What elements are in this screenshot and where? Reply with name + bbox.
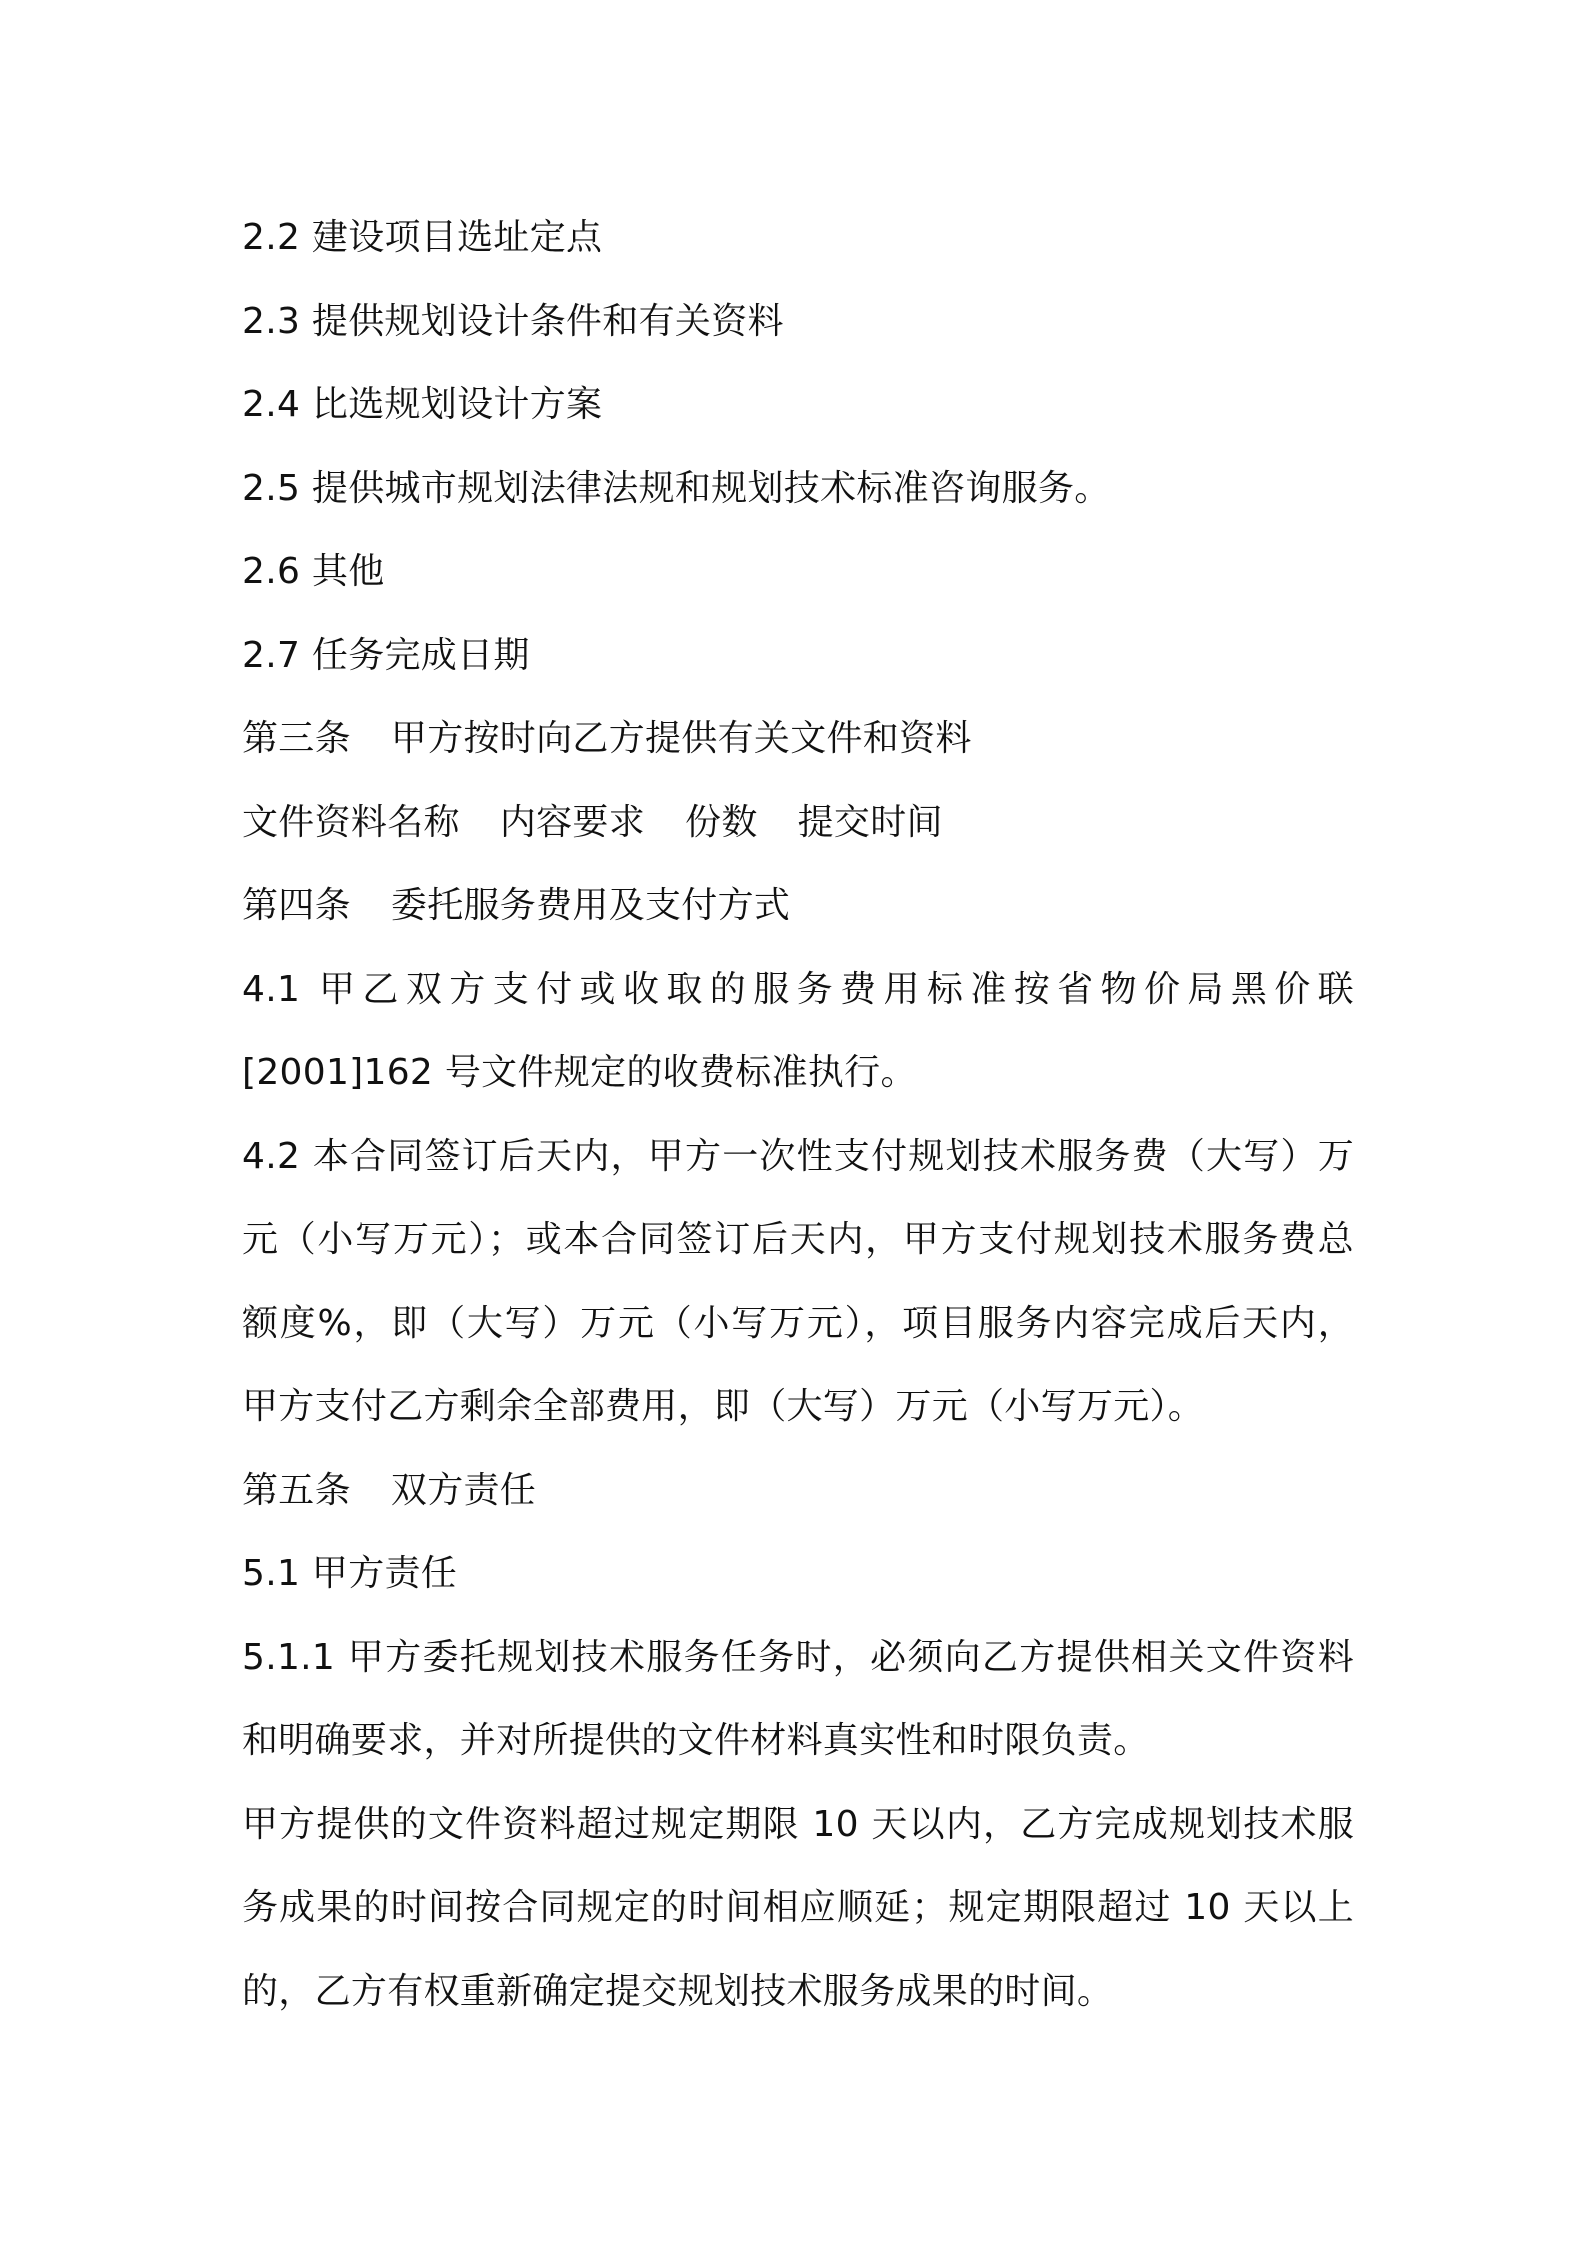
col-copies: 份数 <box>685 801 758 843</box>
article-3-title: 甲方按时向乙方提供有关文件和资料 <box>390 718 972 759</box>
paragraph-line-1: 甲方提供的文件资料超过规定期限 10 天以内，乙方完成规划技术服 <box>242 1803 1354 1845</box>
col-doc-name: 文件资料名称 <box>242 801 460 843</box>
section-5-1-1-line-2: 和明确要求，并对所提供的文件材料真实性和时限负责。 <box>242 1720 1150 1761</box>
section-2-7: 2.7 任务完成日期 <box>242 634 530 676</box>
article-5-number: 第五条 <box>242 1469 351 1511</box>
paragraph-line-2: 务成果的时间按合同规定的时间相应顺延；规定期限超过 10 天以上 <box>242 1887 1354 1928</box>
section-4-2-line-4: 甲方支付乙方剩余全部费用，即（大写）万元（小写万元）。 <box>242 1386 1205 1427</box>
paragraph-line-3: 的，乙方有权重新确定提交规划技术服务成果的时间。 <box>242 1970 1114 2012</box>
section-5-1-1-line-1: 5.1.1 甲方委托规划技术服务任务时，必须向乙方提供相关文件资料 <box>242 1636 1354 1678</box>
document-list-header <box>242 781 1354 865</box>
section-4-2-line-2: 元（小写万元）；或本合同签订后天内，甲方支付规划技术服务费总 <box>242 1219 1354 1260</box>
article-4-number: 第四条 <box>242 885 351 926</box>
section-4-1-line-1: 4.1 甲乙双方支付或收取的服务费用标准按省物价局黑价联 <box>242 968 1354 1010</box>
article-3-number: 第三条 <box>242 718 351 759</box>
section-4-2-line-3: 额度%，即（大写）万元（小写万元），项目服务内容完成后天内， <box>242 1302 1354 1344</box>
article-4-heading <box>242 864 1354 948</box>
article-5-title: 双方责任 <box>390 1469 537 1511</box>
section-5-1: 5.1 甲方责任 <box>242 1553 458 1594</box>
section-2-4: 2.4 比选规划设计方案 <box>242 384 603 425</box>
section-4-2-line-1: 4.2 本合同签订后天内，甲方一次性支付规划技术服务费（大写）万 <box>242 1135 1354 1177</box>
section-2-5: 2.5 提供城市规划法律法规和规划技术标准咨询服务。 <box>242 467 1111 509</box>
article-3-heading <box>242 697 1354 781</box>
document-page <box>242 196 1354 2033</box>
section-2-3: 2.3 提供规划设计条件和有关资料 <box>242 300 784 342</box>
section-2-2: 2.2 建设项目选址定点 <box>242 217 603 258</box>
section-2-6: 2.6 其他 <box>242 551 385 592</box>
col-submit-time: 提交时间 <box>797 801 943 843</box>
section-4-1-line-2: [2001]162 号文件规定的收费标准执行。 <box>242 1052 917 1093</box>
article-4-title: 委托服务费用及支付方式 <box>390 885 791 926</box>
col-content-req: 内容要求 <box>499 801 646 843</box>
article-5-heading <box>242 1449 1354 1533</box>
